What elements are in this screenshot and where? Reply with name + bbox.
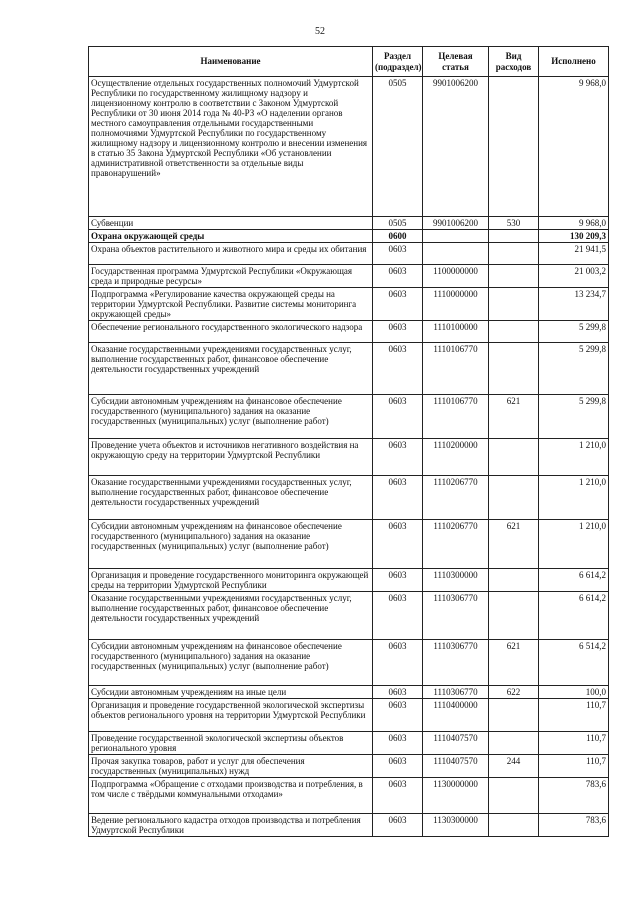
row-executed-cell: 110,7 <box>539 755 609 778</box>
row-executed-cell: 13 234,7 <box>539 288 609 321</box>
row-executed-cell: 130 209,3 <box>539 230 609 243</box>
row-executed-cell: 783,6 <box>539 778 609 814</box>
row-name-cell: Подпрограмма «Обращение с отходами производства и потребления, в том числе с твёрдыми коммунальными отходами» <box>89 778 373 814</box>
row-kind-cell: 621 <box>489 640 539 686</box>
row-target-cell: 1110300000 <box>423 569 489 592</box>
row-target-cell: 1110407570 <box>423 732 489 755</box>
row-name-cell: Прочая закупка товаров, работ и услуг для обеспечения государственных (муниципальных) нужд <box>89 755 373 778</box>
row-target-cell: 1110306770 <box>423 640 489 686</box>
row-name-cell: Обеспечение регионального государственного экологического надзора <box>89 321 373 343</box>
row-kind-cell <box>489 243 539 265</box>
row-name-cell: Оказание государственными учреждениями государственных услуг, выполнение государственных работ, финансовое обеспечение деятельности государственных учреждений <box>89 476 373 520</box>
row-target-cell: 1100000000 <box>423 265 489 288</box>
row-kind-cell: 530 <box>489 217 539 230</box>
table-row <box>89 699 609 732</box>
row-target-cell <box>423 230 489 243</box>
row-section-cell: 0603 <box>373 395 423 439</box>
row-kind-cell <box>489 778 539 814</box>
row-section-cell: 0603 <box>373 569 423 592</box>
row-target-cell: 1110206770 <box>423 476 489 520</box>
row-executed-cell: 1 210,0 <box>539 520 609 569</box>
row-executed-cell: 21 941,5 <box>539 243 609 265</box>
row-target-cell: 1110200000 <box>423 439 489 476</box>
table-row <box>89 814 609 837</box>
row-name-cell: Осуществление отдельных государственных полномочий Удмуртской Республики по государственному жилищному надзору и лицензионному контролю в соответствии с Законом Удмуртской Республики от 30 июня 2014 года № 40-РЗ «О наделении органов местного самоуправления отдельными государственными полномочиями Удмуртской Республики по государственному жилищному надзору и лицензионному контролю и внесении изменения в статью 35 Закона Удмуртской Республики «Об установлении административной ответственности за отдельные виды правонарушений» <box>89 77 373 217</box>
header-kind: Вид расходов <box>489 47 539 77</box>
row-target-cell: 1110400000 <box>423 699 489 732</box>
table-row <box>89 217 609 230</box>
row-executed-cell: 5 299,8 <box>539 395 609 439</box>
row-target-cell: 1110407570 <box>423 755 489 778</box>
header-name: Наименование <box>89 47 373 77</box>
row-executed-cell: 100,0 <box>539 686 609 699</box>
row-executed-cell: 6 514,2 <box>539 640 609 686</box>
row-section-cell: 0603 <box>373 592 423 640</box>
row-name-cell: Охрана объектов растительного и животного мира и среды их обитания <box>89 243 373 265</box>
table-row <box>89 592 609 640</box>
row-executed-cell: 110,7 <box>539 732 609 755</box>
row-executed-cell: 783,6 <box>539 814 609 837</box>
table-row <box>89 686 609 699</box>
row-kind-cell <box>489 592 539 640</box>
table-row <box>89 778 609 814</box>
header-section: Раздел (подраздел) <box>373 47 423 77</box>
table-row <box>89 230 609 243</box>
row-name-cell: Оказание государственными учреждениями государственных услуг, выполнение государственных работ, финансовое обеспечение деятельности государственных учреждений <box>89 592 373 640</box>
row-name-cell: Субвенции <box>89 217 373 230</box>
row-kind-cell <box>489 343 539 395</box>
row-kind-cell: 244 <box>489 755 539 778</box>
row-target-cell: 9901006200 <box>423 77 489 217</box>
row-section-cell: 0603 <box>373 321 423 343</box>
row-executed-cell: 1 210,0 <box>539 476 609 520</box>
row-target-cell <box>423 243 489 265</box>
row-section-cell: 0505 <box>373 217 423 230</box>
row-section-cell: 0603 <box>373 699 423 732</box>
row-section-cell: 0603 <box>373 476 423 520</box>
row-target-cell: 9901006200 <box>423 217 489 230</box>
row-executed-cell: 1 210,0 <box>539 439 609 476</box>
table-row <box>89 755 609 778</box>
row-name-cell: Проведение государственной экологической экспертизы объектов регионального уровня <box>89 732 373 755</box>
row-executed-cell: 9 968,0 <box>539 217 609 230</box>
row-kind-cell <box>489 569 539 592</box>
row-kind-cell <box>489 288 539 321</box>
header-target: Целевая статья <box>423 47 489 77</box>
row-kind-cell: 622 <box>489 686 539 699</box>
table-row <box>89 569 609 592</box>
table-row <box>89 243 609 265</box>
row-name-cell: Организация и проведение государственного мониторинга окружающей среды на территории Удмуртской Республики <box>89 569 373 592</box>
table-row <box>89 476 609 520</box>
row-kind-cell <box>489 732 539 755</box>
row-target-cell: 1110000000 <box>423 288 489 321</box>
row-kind-cell <box>489 439 539 476</box>
row-name-cell: Ведение регионального кадастра отходов производства и потребления Удмуртской Республики <box>89 814 373 837</box>
row-section-cell: 0603 <box>373 640 423 686</box>
row-target-cell: 1110100000 <box>423 321 489 343</box>
row-executed-cell: 9 968,0 <box>539 77 609 217</box>
row-target-cell: 1110206770 <box>423 520 489 569</box>
row-section-cell: 0603 <box>373 755 423 778</box>
row-name-cell: Оказание государственными учреждениями государственных услуг, выполнение государственных работ, финансовое обеспечение деятельности государственных учреждений <box>89 343 373 395</box>
row-name-cell: Подпрограмма «Регулирование качества окружающей среды на территории Удмуртской Республики. Развитие системы мониторинга окружающей среды» <box>89 288 373 321</box>
row-kind-cell: 621 <box>489 395 539 439</box>
row-executed-cell: 6 614,2 <box>539 592 609 640</box>
table-row <box>89 640 609 686</box>
row-kind-cell <box>489 265 539 288</box>
row-section-cell: 0603 <box>373 778 423 814</box>
row-name-cell: Субсидии автономным учреждениям на финансовое обеспечение государственного (муниципального) задания на оказание государственных (муниципальных) услуг (выполнение работ) <box>89 520 373 569</box>
row-name-cell: Субсидии автономным учреждениям на финансовое обеспечение государственного (муниципального) задания на оказание государственных (муниципальных) услуг (выполнение работ) <box>89 395 373 439</box>
row-section-cell: 0600 <box>373 230 423 243</box>
row-name-cell: Государственная программа Удмуртской Республики «Окружающая среда и природные ресурсы» <box>89 265 373 288</box>
row-section-cell: 0603 <box>373 732 423 755</box>
table-row <box>89 77 609 217</box>
table-row <box>89 321 609 343</box>
row-section-cell: 0603 <box>373 343 423 395</box>
row-name-cell: Охрана окружающей среды <box>89 230 373 243</box>
row-name-cell: Субсидии автономным учреждениям на финансовое обеспечение государственного (муниципального) задания на оказание государственных (муниципальных) услуг (выполнение работ) <box>89 640 373 686</box>
row-kind-cell <box>489 699 539 732</box>
row-section-cell: 0603 <box>373 814 423 837</box>
row-kind-cell <box>489 230 539 243</box>
row-kind-cell <box>489 814 539 837</box>
table-row <box>89 732 609 755</box>
row-section-cell: 0603 <box>373 520 423 569</box>
table-row <box>89 395 609 439</box>
table-row <box>89 288 609 321</box>
row-target-cell: 1110306770 <box>423 686 489 699</box>
row-name-cell: Организация и проведение государственной экологической экспертизы объектов регионального уровня на территории Удмуртской Республики <box>89 699 373 732</box>
row-target-cell: 1130300000 <box>423 814 489 837</box>
row-name-cell: Проведение учета объектов и источников негативного воздействия на окружающую среду на территории Удмуртской Республики <box>89 439 373 476</box>
row-target-cell: 1110106770 <box>423 395 489 439</box>
row-target-cell: 1110106770 <box>423 343 489 395</box>
budget-table <box>88 46 609 837</box>
row-section-cell: 0603 <box>373 686 423 699</box>
header-executed: Исполнено <box>539 47 609 77</box>
table-row <box>89 520 609 569</box>
page-number: 52 <box>315 26 325 37</box>
row-kind-cell: 621 <box>489 520 539 569</box>
row-section-cell: 0603 <box>373 265 423 288</box>
row-section-cell: 0603 <box>373 288 423 321</box>
row-executed-cell: 5 299,8 <box>539 343 609 395</box>
row-section-cell: 0505 <box>373 77 423 217</box>
row-executed-cell: 6 614,2 <box>539 569 609 592</box>
row-executed-cell: 5 299,8 <box>539 321 609 343</box>
row-kind-cell <box>489 77 539 217</box>
row-section-cell: 0603 <box>373 439 423 476</box>
row-executed-cell: 110,7 <box>539 699 609 732</box>
table-row <box>89 439 609 476</box>
row-target-cell: 1130000000 <box>423 778 489 814</box>
row-kind-cell <box>489 321 539 343</box>
table-header-row <box>89 47 609 77</box>
row-section-cell: 0603 <box>373 243 423 265</box>
table-row <box>89 265 609 288</box>
row-name-cell: Субсидии автономным учреждениям на иные цели <box>89 686 373 699</box>
row-executed-cell: 21 003,2 <box>539 265 609 288</box>
row-kind-cell <box>489 476 539 520</box>
table-row <box>89 343 609 395</box>
row-target-cell: 1110306770 <box>423 592 489 640</box>
